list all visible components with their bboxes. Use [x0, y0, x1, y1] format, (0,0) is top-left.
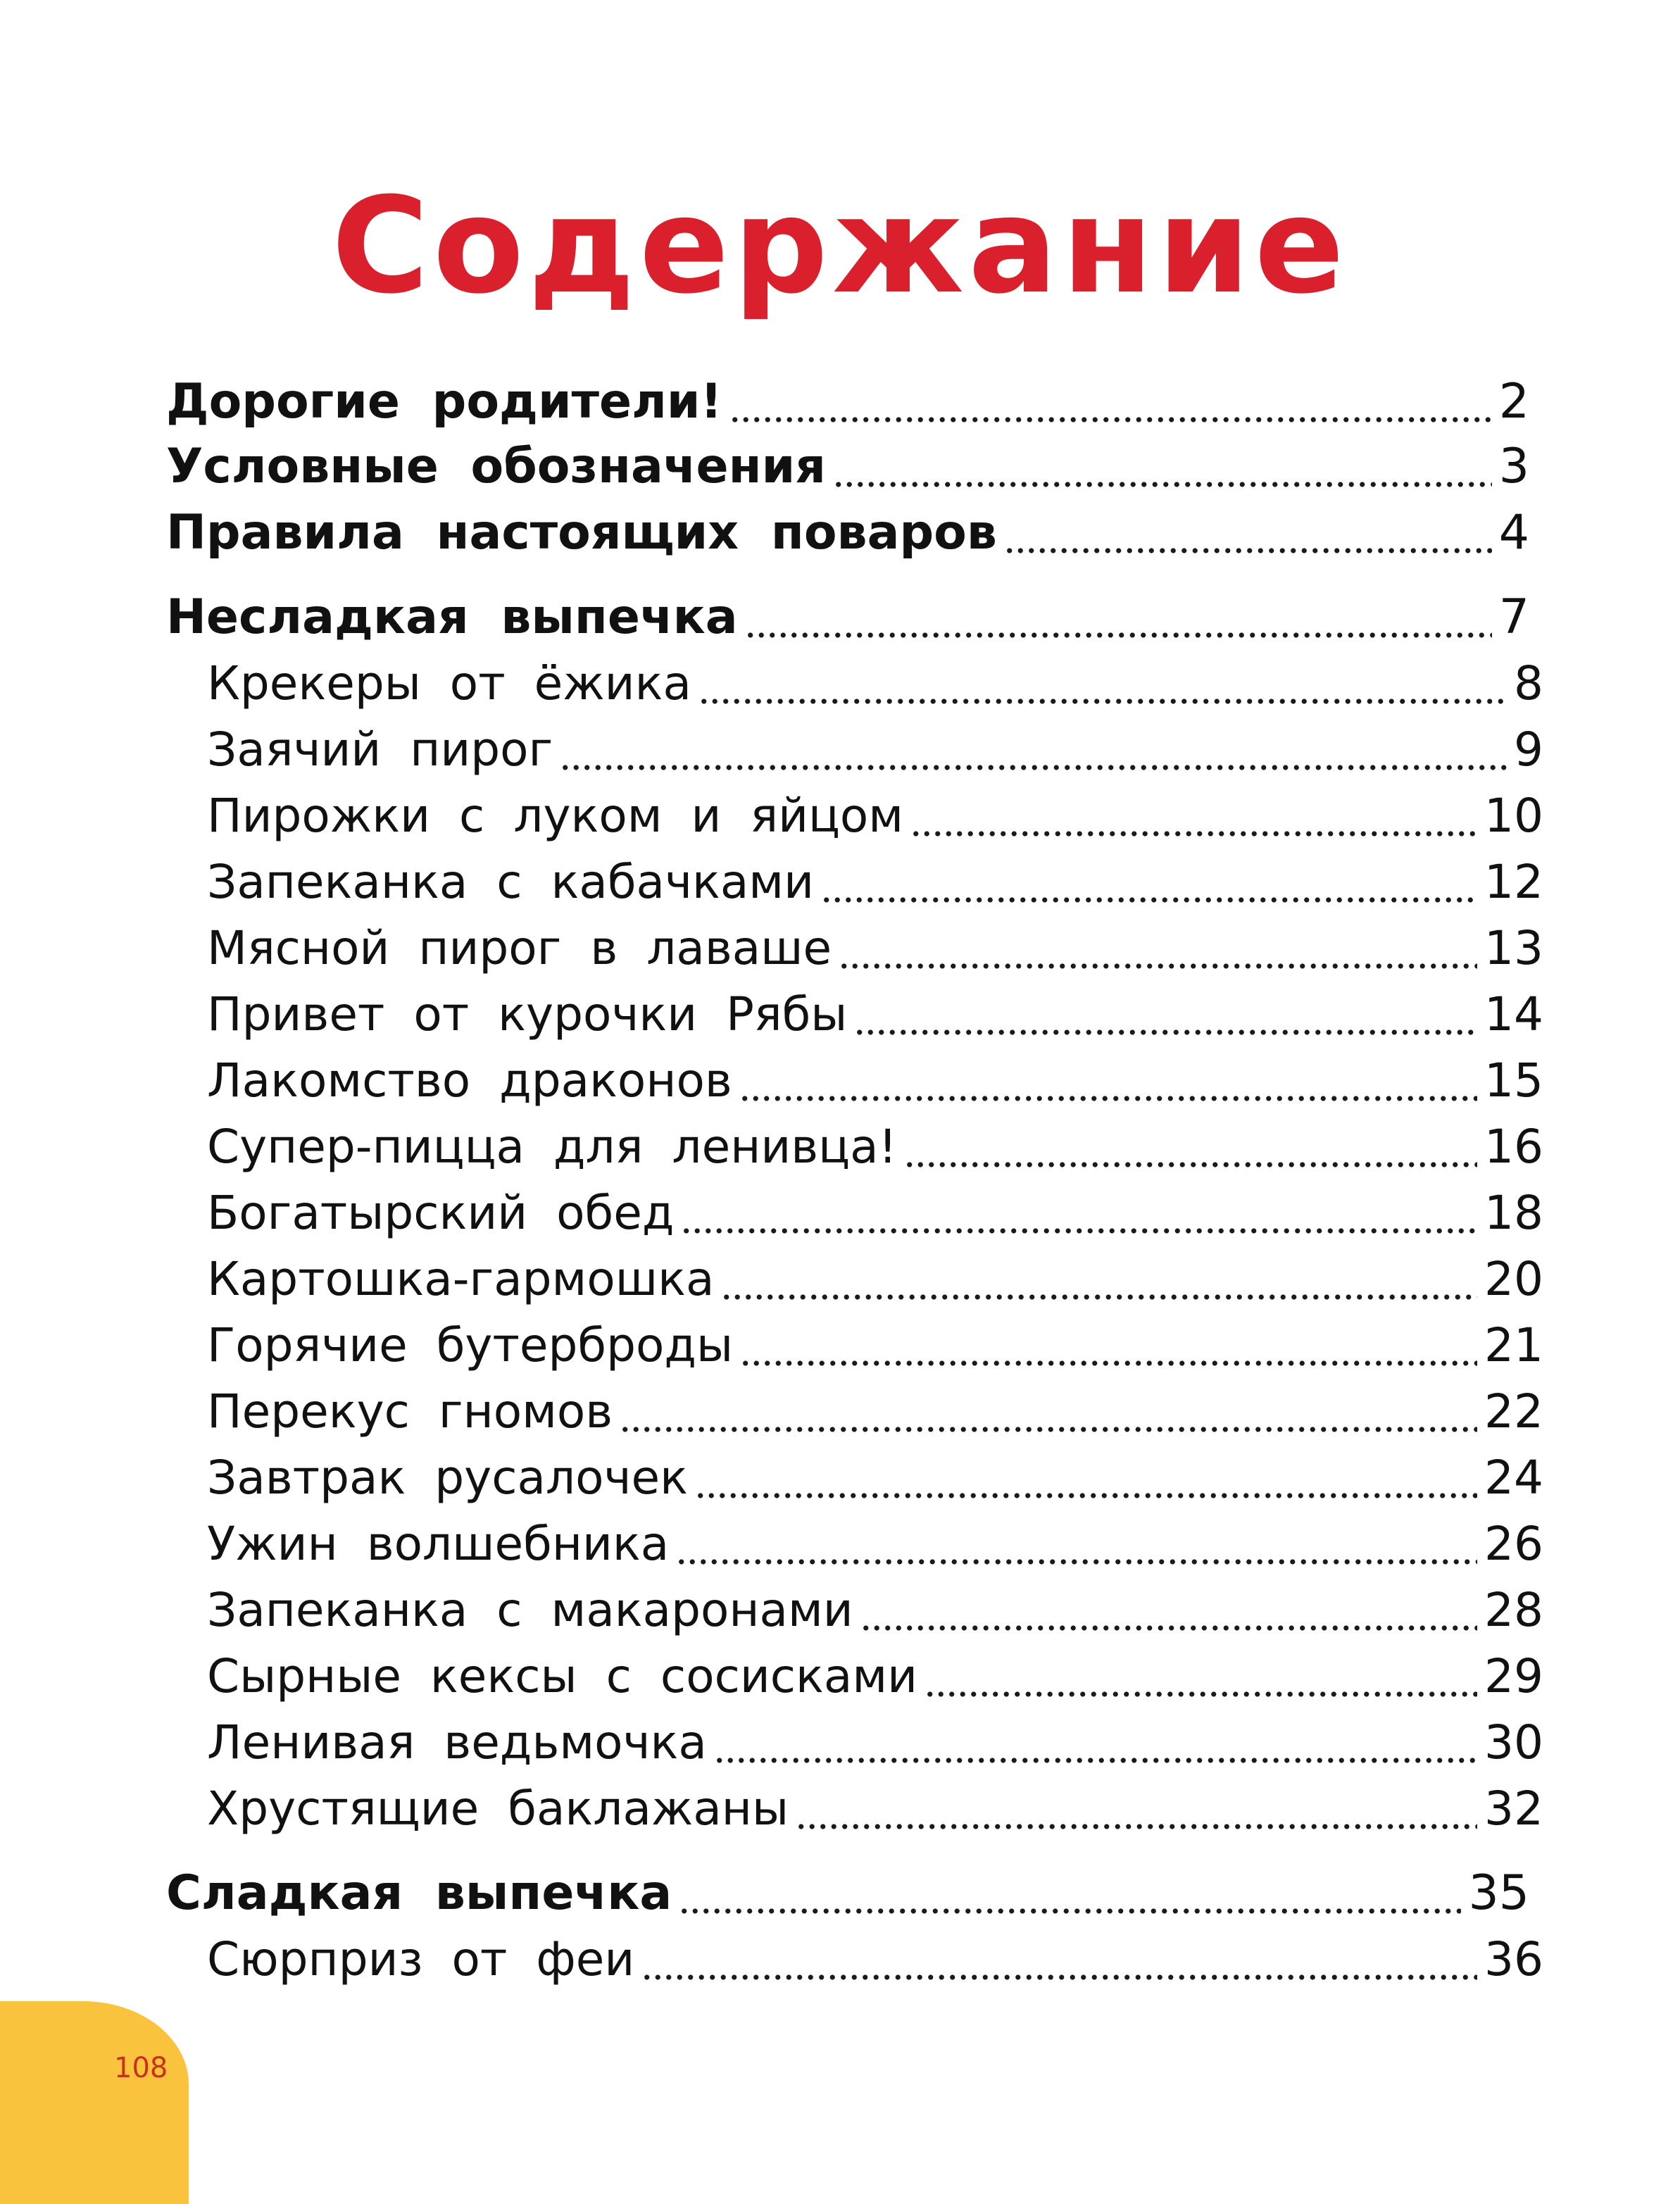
dot-leader — [620, 1427, 1477, 1432]
toc-item[interactable] — [207, 1115, 1543, 1179]
toc-page-number: 28 — [1484, 1583, 1543, 1637]
toc-entry-label: Несладкая выпечка — [166, 589, 738, 645]
dot-leader — [721, 1294, 1477, 1300]
dot-leader — [695, 1493, 1477, 1498]
toc-page-number: 20 — [1484, 1252, 1543, 1306]
toc-item[interactable] — [207, 652, 1543, 715]
toc-entry-label: Мясной пирог в лаваше — [207, 921, 832, 975]
dot-leader — [560, 765, 1507, 770]
toc-page-number: 14 — [1484, 987, 1543, 1041]
toc-entry-label: Дорогие родители! — [166, 374, 722, 430]
toc-page-number: 8 — [1514, 656, 1543, 710]
dot-leader — [796, 1824, 1477, 1829]
toc-page-number: 22 — [1484, 1384, 1543, 1439]
toc-item[interactable] — [207, 1182, 1543, 1245]
toc-item[interactable] — [207, 1446, 1543, 1510]
toc-entry-label: Пирожки с луком и яйцом — [207, 789, 904, 843]
dot-leader — [641, 1974, 1477, 1980]
toc-page-number: 29 — [1484, 1649, 1543, 1703]
toc-entry-label: Сладкая выпечка — [166, 1865, 672, 1921]
dot-leader — [904, 1162, 1477, 1167]
toc-page-number: 32 — [1484, 1782, 1543, 1836]
toc-page-number: 2 — [1498, 374, 1529, 430]
toc-item[interactable] — [207, 718, 1543, 782]
page-title: Содержание — [331, 169, 1349, 323]
toc-section[interactable] — [166, 586, 1529, 649]
toc-entry-label: Условные обозначения — [166, 439, 826, 494]
toc-page-number: 13 — [1484, 921, 1543, 975]
toc-entry-label: Ужин волшебника — [207, 1517, 670, 1571]
toc-section[interactable] — [166, 435, 1529, 499]
toc-entry-label: Сюрприз от феи — [207, 1932, 635, 1986]
toc-entry-label: Сырные кексы с сосисками — [207, 1649, 918, 1703]
toc-page-number: 24 — [1484, 1451, 1543, 1505]
toc-page-number: 4 — [1498, 505, 1529, 561]
toc-section[interactable] — [166, 501, 1529, 565]
toc-item[interactable] — [207, 1928, 1543, 1991]
toc-section[interactable] — [166, 370, 1529, 434]
toc-entry-label: Привет от курочки Рябы — [207, 987, 848, 1041]
toc-page-number: 26 — [1484, 1517, 1543, 1571]
dot-leader — [714, 1758, 1477, 1763]
toc-item[interactable] — [207, 784, 1543, 848]
toc-item[interactable] — [207, 1248, 1543, 1311]
dot-leader — [1004, 548, 1492, 553]
toc-entry-label: Завтрак русалочек — [207, 1451, 688, 1505]
toc-entry-label: Картошка-гармошка — [207, 1252, 715, 1306]
toc-item[interactable] — [207, 1711, 1543, 1774]
toc-item[interactable] — [207, 1049, 1543, 1113]
dot-leader — [910, 831, 1477, 837]
toc-item[interactable] — [207, 851, 1543, 914]
toc-section[interactable] — [166, 1862, 1529, 1925]
toc-entry-label: Заячий пирог — [207, 722, 553, 777]
toc-page-number: 15 — [1484, 1053, 1543, 1108]
toc-entry-label: Запеканка с кабачками — [207, 855, 814, 909]
dot-leader — [698, 699, 1507, 704]
toc-entry-label: Лакомство драконов — [207, 1053, 732, 1108]
dot-leader — [740, 1360, 1477, 1366]
toc-entry-label: Горячие бутерброды — [207, 1318, 734, 1372]
dot-leader — [729, 417, 1492, 422]
dot-leader — [745, 632, 1492, 638]
toc-item[interactable] — [207, 1579, 1543, 1642]
toc-entry-label: Богатырский обед — [207, 1186, 675, 1240]
toc-page-number: 9 — [1514, 722, 1543, 777]
toc-item[interactable] — [207, 917, 1543, 980]
dot-leader — [681, 1228, 1477, 1234]
dot-leader — [739, 1096, 1477, 1101]
toc-entry-label: Супер-пицца для ленивца! — [207, 1120, 897, 1174]
page-corner-tab — [0, 2001, 189, 2204]
dot-leader — [821, 897, 1477, 903]
toc-page-number: 36 — [1484, 1932, 1543, 1986]
toc-entry-label: Правила настоящих поваров — [166, 505, 997, 561]
toc-page-number: 7 — [1498, 589, 1529, 645]
dot-leader — [679, 1908, 1461, 1914]
page-number: 108 — [114, 2052, 168, 2084]
dot-leader — [854, 1029, 1477, 1035]
dot-leader — [860, 1625, 1477, 1631]
dot-leader — [924, 1691, 1477, 1697]
toc-item[interactable] — [207, 1777, 1543, 1841]
dot-leader — [833, 482, 1492, 487]
toc-entry-label: Крекеры от ёжика — [207, 656, 691, 710]
toc-page-number: 18 — [1484, 1186, 1543, 1240]
toc-page-number: 12 — [1484, 855, 1543, 909]
toc-page-number: 30 — [1484, 1715, 1543, 1770]
toc-page-number: 3 — [1498, 439, 1529, 494]
toc-page-number: 16 — [1484, 1120, 1543, 1174]
toc-entry-label: Хрустящие баклажаны — [207, 1782, 789, 1836]
dot-leader — [839, 963, 1477, 969]
dot-leader — [676, 1559, 1477, 1565]
toc-item[interactable] — [207, 1645, 1543, 1708]
toc-item[interactable] — [207, 1380, 1543, 1444]
toc-entry-label: Ленивая ведьмочка — [207, 1715, 707, 1770]
toc-item[interactable] — [207, 1513, 1543, 1576]
toc-page-number: 10 — [1484, 789, 1543, 843]
toc-page-number: 21 — [1484, 1318, 1543, 1372]
toc-item[interactable] — [207, 983, 1543, 1046]
toc-entry-label: Перекус гномов — [207, 1384, 613, 1439]
toc-item[interactable] — [207, 1314, 1543, 1377]
toc-page-number: 35 — [1468, 1865, 1529, 1921]
toc-entry-label: Запеканка с макаронами — [207, 1583, 853, 1637]
